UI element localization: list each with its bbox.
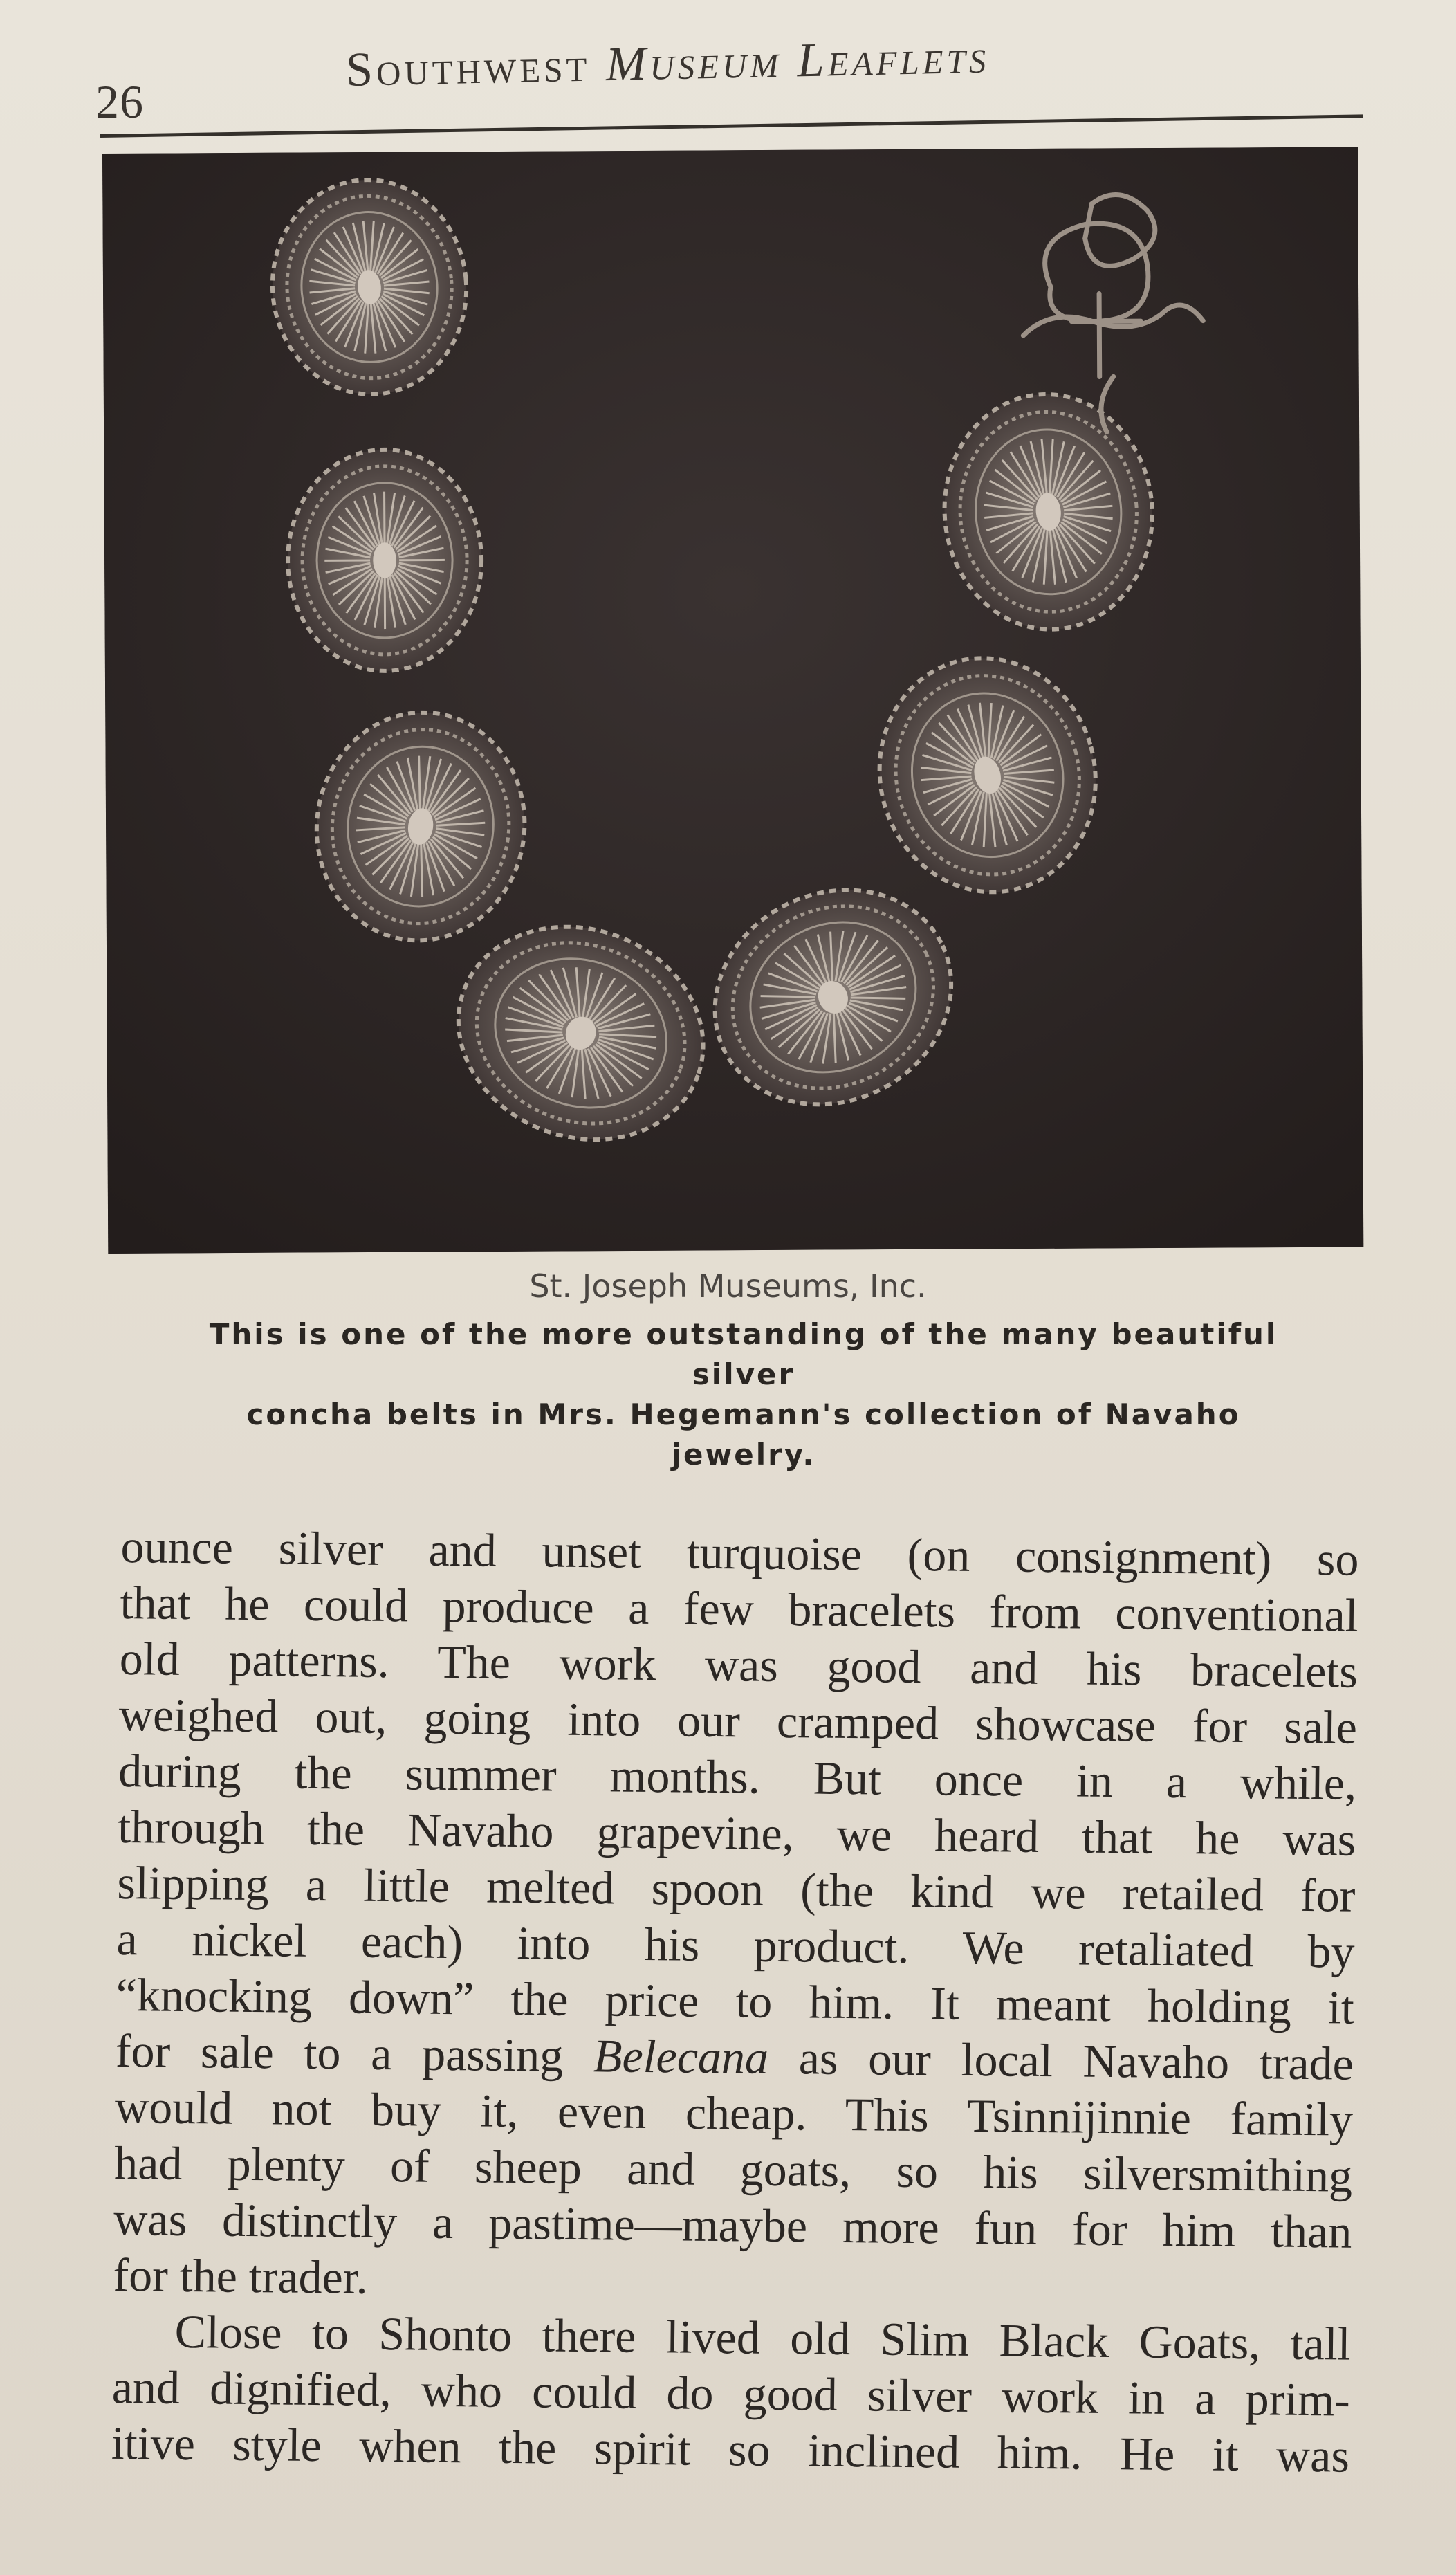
body-line: itive style when the spirit so inclined him. He it was — [111, 2416, 1350, 2482]
italic-word-belecana: Belecana — [593, 2029, 769, 2084]
body-line: through the Navaho grapevine, we heard that he was — [117, 1799, 1356, 1866]
running-head-leaflets: Leaflets — [796, 30, 990, 88]
concha-belt-illustration — [102, 147, 1363, 1253]
photo-credit: St. Joseph Museums, Inc. — [529, 1267, 927, 1305]
running-head — [345, 30, 990, 98]
figure-caption-line-1: This is one of the more outstanding of the many beautiful silver — [209, 1317, 1278, 1391]
body-line-text: as our local Navaho trade — [768, 2031, 1354, 2090]
body-line: “knocking down” the price to him. It meant holding it — [116, 1968, 1355, 2034]
body-line: had plenty of sheep and goats, so his silversmithing — [113, 2136, 1353, 2202]
body-text — [111, 1519, 1359, 2484]
body-line: was distinctly a pastime—maybe more fun for him than — [113, 2192, 1352, 2258]
page-number: 26 — [95, 75, 144, 128]
concha — [287, 449, 482, 671]
running-head-prefix: Southwest — [345, 38, 607, 97]
concha-belt-photo — [102, 147, 1363, 1253]
body-line: would not buy it, even cheap. This Tsinnijinnie family — [114, 2080, 1354, 2146]
body-line-text: for sale to a passing — [115, 2024, 594, 2082]
body-line: slipping a little melted spoon (the kind we retailed for — [117, 1855, 1356, 1922]
body-line: for the trader. — [113, 2248, 369, 2304]
body-line: Close to Shonto there lived old Slim Black Goats, tall — [174, 2304, 1352, 2370]
header-rule — [100, 114, 1363, 138]
body-line: old patterns. The work was good and his bracelets — [119, 1631, 1358, 1698]
running-head-space — [781, 34, 798, 87]
running-head-museum: Museum — [605, 34, 782, 92]
body-line: ounce silver and unset turquoise (on consignment) so — [120, 1520, 1359, 1586]
body-line: weighed out, going into our cramped showcase for sale — [118, 1687, 1358, 1754]
body-line: a nickel each) into his product. We retaliated by — [116, 1912, 1355, 1978]
figure-caption-line-2: concha belts in Mrs. Hegemann's collection of Navaho jewelry. — [246, 1398, 1241, 1472]
body-line: during the summer months. But once in a while, — [118, 1743, 1357, 1810]
body-line: and dignified, who could do good silver work in a prim- — [111, 2360, 1351, 2426]
body-line: that he could produce a few bracelets from conventional — [120, 1575, 1359, 1642]
figure-caption — [173, 1314, 1314, 1475]
